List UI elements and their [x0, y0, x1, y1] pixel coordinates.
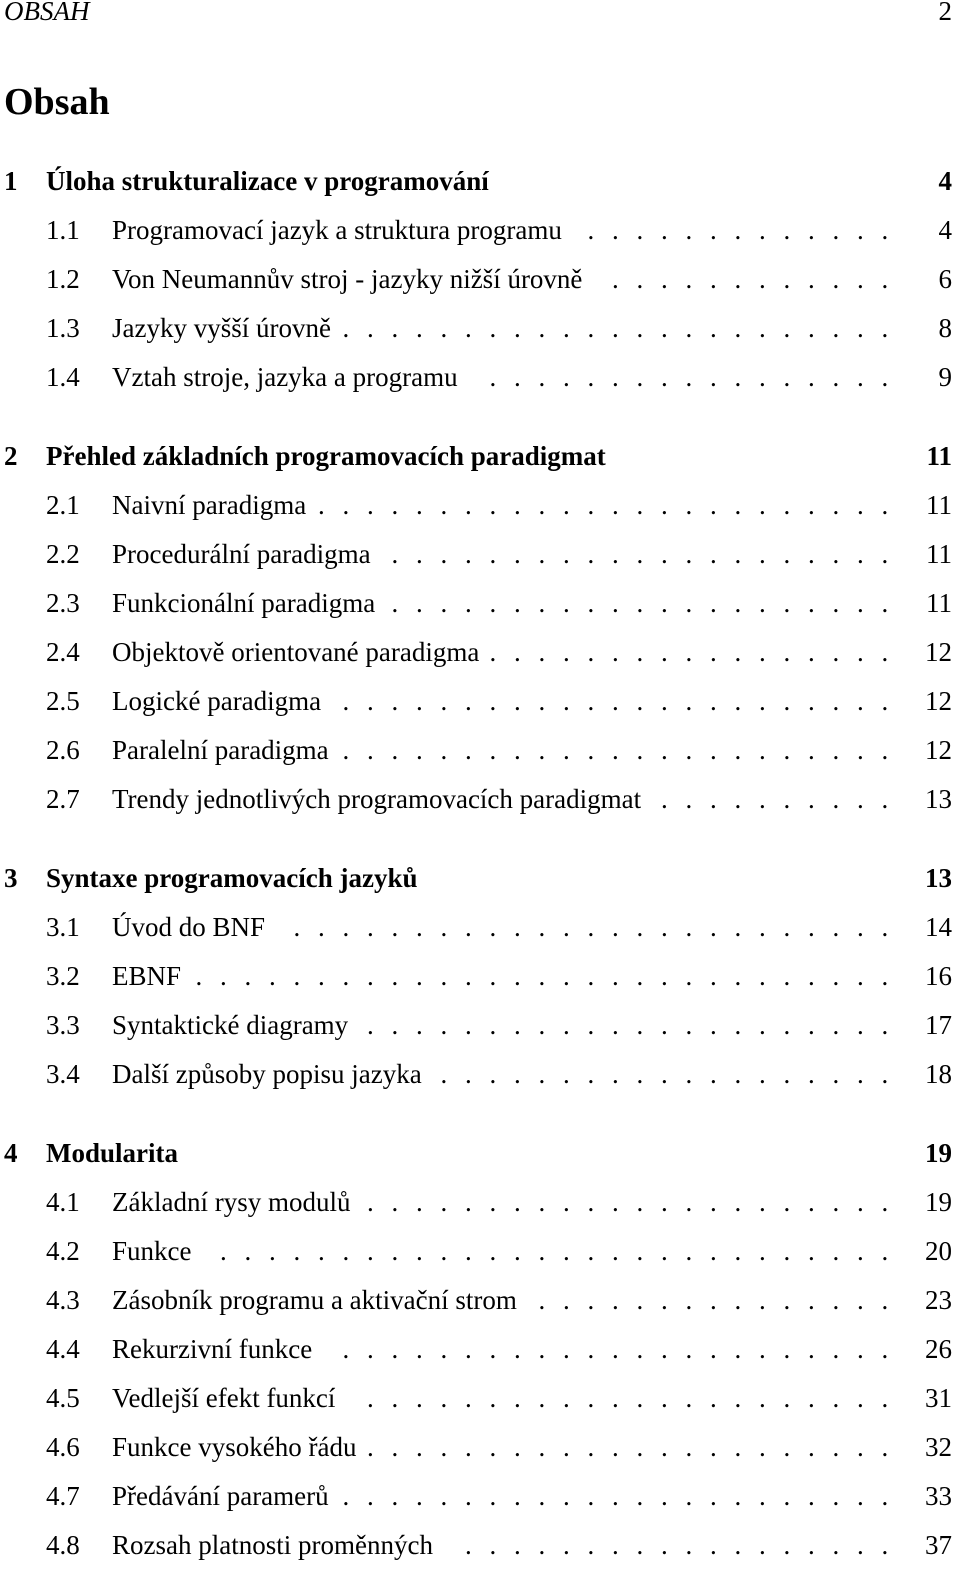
- entry-page-number: 13: [925, 863, 952, 893]
- entry-title: Základní rysy modulů: [112, 1187, 351, 1217]
- toc-section-entry[interactable]: [0, 1236, 960, 1270]
- toc-section-entry[interactable]: [0, 1059, 960, 1093]
- entry-title: Rekurzivní funkce: [112, 1334, 313, 1364]
- entry-number: 4.6: [46, 1432, 80, 1462]
- entry-page-number: 33: [925, 1481, 952, 1511]
- entry-title: Úloha strukturalizace v programování: [46, 166, 489, 196]
- entry-page-number: 20: [925, 1236, 952, 1266]
- entry-number: 3.3: [46, 1010, 80, 1040]
- entry-number: 2: [4, 441, 18, 471]
- entry-page-number: 12: [925, 637, 952, 667]
- entry-title: Naivní paradigma: [112, 490, 307, 520]
- toc-section-entry[interactable]: [0, 637, 960, 671]
- dot-leader: ...................: [440, 1059, 906, 1089]
- toc-section-entry[interactable]: [0, 1530, 960, 1564]
- entry-title: Syntaktické diagramy: [112, 1010, 349, 1040]
- entry-page-number: 11: [926, 441, 952, 471]
- toc-section-entry[interactable]: [0, 588, 960, 622]
- entry-number: 2.6: [46, 735, 80, 765]
- dot-leader: ......................: [367, 1010, 906, 1040]
- toc-section-entry[interactable]: [0, 686, 960, 720]
- toc-section-entry[interactable]: [0, 362, 960, 396]
- toc-section-entry[interactable]: [0, 313, 960, 347]
- dot-leader: .......................: [342, 1334, 906, 1364]
- entry-number: 2.5: [46, 686, 80, 716]
- toc-section-entry[interactable]: [0, 1481, 960, 1515]
- entry-title: Procedurální paradigma: [112, 539, 371, 569]
- entry-title: Logické paradigma: [112, 686, 322, 716]
- dot-leader: .......................: [342, 1481, 906, 1511]
- toc-chapter-entry[interactable]: [0, 166, 960, 200]
- toc-section-entry[interactable]: [0, 490, 960, 524]
- entry-title: Další způsoby popisu jazyka: [112, 1059, 422, 1089]
- entry-number: 4.8: [46, 1530, 80, 1560]
- dot-leader: .................: [489, 362, 906, 392]
- entry-title: Přehled základních programovacích paradigmat: [46, 441, 606, 471]
- entry-number: 1.3: [46, 313, 80, 343]
- entry-title: Rozsah platnosti proměnných: [112, 1530, 433, 1560]
- dot-leader: ............................: [220, 1236, 906, 1266]
- dot-leader: .............: [587, 215, 906, 245]
- toc-section-entry[interactable]: [0, 1010, 960, 1044]
- entry-page-number: 9: [938, 362, 952, 392]
- toc-chapter-entry[interactable]: [0, 441, 960, 475]
- entry-page-number: 14: [925, 912, 952, 942]
- dot-leader: ..................: [465, 1530, 906, 1560]
- entry-number: 1.2: [46, 264, 80, 294]
- entry-number: 4.3: [46, 1285, 80, 1315]
- toc-section-entry[interactable]: [0, 1383, 960, 1417]
- entry-page-number: 11: [926, 588, 952, 618]
- entry-title: Vztah stroje, jazyka a programu: [112, 362, 458, 392]
- entry-number: 2.1: [46, 490, 80, 520]
- entry-page-number: 37: [925, 1530, 952, 1560]
- page-title: Obsah: [4, 81, 110, 123]
- toc-section-entry[interactable]: [0, 735, 960, 769]
- toc-section-entry[interactable]: [0, 215, 960, 249]
- dot-leader: .......................: [342, 313, 906, 343]
- entry-number: 4.2: [46, 1236, 80, 1266]
- entry-number: 4.1: [46, 1187, 80, 1217]
- entry-page-number: 4: [938, 215, 952, 245]
- dot-leader: .............................: [195, 961, 906, 991]
- entry-title: Modularita: [46, 1138, 178, 1168]
- dot-leader: ........................: [318, 490, 906, 520]
- entry-number: 3.4: [46, 1059, 80, 1089]
- entry-number: 4.7: [46, 1481, 80, 1511]
- entry-page-number: 26: [925, 1334, 952, 1364]
- entry-number: 2.7: [46, 784, 80, 814]
- header-page-number: 2: [938, 0, 952, 26]
- toc-section-entry[interactable]: [0, 1334, 960, 1368]
- dot-leader: ......................: [367, 1187, 906, 1217]
- toc-chapter-entry[interactable]: [0, 1138, 960, 1172]
- entry-title: Předávání paramerů: [112, 1481, 329, 1511]
- entry-number: 1.1: [46, 215, 80, 245]
- entry-title: Programovací jazyk a struktura programu: [112, 215, 562, 245]
- entry-number: 2.3: [46, 588, 80, 618]
- entry-page-number: 8: [938, 313, 952, 343]
- entry-title: Syntaxe programovacích jazyků: [46, 863, 418, 893]
- entry-title: Objektově orientované paradigma: [112, 637, 480, 667]
- entry-number: 2.2: [46, 539, 80, 569]
- entry-page-number: 11: [926, 490, 952, 520]
- entry-number: 3: [4, 863, 18, 893]
- entry-title: Paralelní paradigma: [112, 735, 329, 765]
- entry-number: 1.4: [46, 362, 80, 392]
- entry-page-number: 12: [925, 686, 952, 716]
- entry-number: 4.5: [46, 1383, 80, 1413]
- dot-leader: .....................: [391, 588, 906, 618]
- entry-title: Funkce: [112, 1236, 192, 1266]
- entry-page-number: 11: [926, 539, 952, 569]
- dot-leader: ......................: [367, 1383, 906, 1413]
- entry-page-number: 19: [925, 1187, 952, 1217]
- entry-number: 2.4: [46, 637, 80, 667]
- toc-section-entry[interactable]: [0, 912, 960, 946]
- toc-section-entry[interactable]: [0, 539, 960, 573]
- entry-title: Von Neumannův stroj - jazyky nižší úrovně: [112, 264, 583, 294]
- dot-leader: .....................: [391, 539, 906, 569]
- dot-leader: .........................: [293, 912, 906, 942]
- entry-page-number: 19: [925, 1138, 952, 1168]
- toc-section-entry[interactable]: [0, 264, 960, 298]
- entry-number: 3.2: [46, 961, 80, 991]
- entry-title: Jazyky vyšší úrovně: [112, 313, 331, 343]
- entry-page-number: 4: [938, 166, 952, 196]
- entry-title: EBNF: [112, 961, 182, 991]
- entry-page-number: 18: [925, 1059, 952, 1089]
- dot-leader: .......................: [342, 735, 906, 765]
- entry-number: 1: [4, 166, 18, 196]
- toc-section-entry[interactable]: [0, 1432, 960, 1466]
- dot-leader: ............: [612, 264, 906, 294]
- dot-leader: ...............: [538, 1285, 906, 1315]
- entry-number: 3.1: [46, 912, 80, 942]
- header-label: OBSAH: [4, 0, 90, 26]
- toc-section-entry[interactable]: [0, 1187, 960, 1221]
- entry-title: Úvod do BNF: [112, 912, 266, 942]
- running-header: [4, 0, 952, 32]
- toc-section-entry[interactable]: [0, 961, 960, 995]
- entry-page-number: 23: [925, 1285, 952, 1315]
- entry-number: 4.4: [46, 1334, 80, 1364]
- toc-section-entry[interactable]: [0, 1285, 960, 1319]
- entry-page-number: 12: [925, 735, 952, 765]
- entry-page-number: 16: [925, 961, 952, 991]
- entry-page-number: 6: [938, 264, 952, 294]
- entry-page-number: 32: [925, 1432, 952, 1462]
- entry-number: 4: [4, 1138, 18, 1168]
- entry-page-number: 31: [925, 1383, 952, 1413]
- entry-title: Zásobník programu a aktivační strom: [112, 1285, 517, 1315]
- dot-leader: ..........: [661, 784, 906, 814]
- toc-chapter-entry[interactable]: [0, 863, 960, 897]
- entry-page-number: 17: [925, 1010, 952, 1040]
- dot-leader: ......................: [367, 1432, 906, 1462]
- dot-leader: .......................: [342, 686, 906, 716]
- entry-title: Vedlejší efekt funkcí: [112, 1383, 336, 1413]
- entry-title: Trendy jednotlivých programovacích paradigmat: [112, 784, 642, 814]
- entry-title: Funkcionální paradigma: [112, 588, 376, 618]
- toc-section-entry[interactable]: [0, 784, 960, 818]
- entry-page-number: 13: [925, 784, 952, 814]
- dot-leader: .................: [489, 637, 906, 667]
- entry-title: Funkce vysokého řádu: [112, 1432, 357, 1462]
